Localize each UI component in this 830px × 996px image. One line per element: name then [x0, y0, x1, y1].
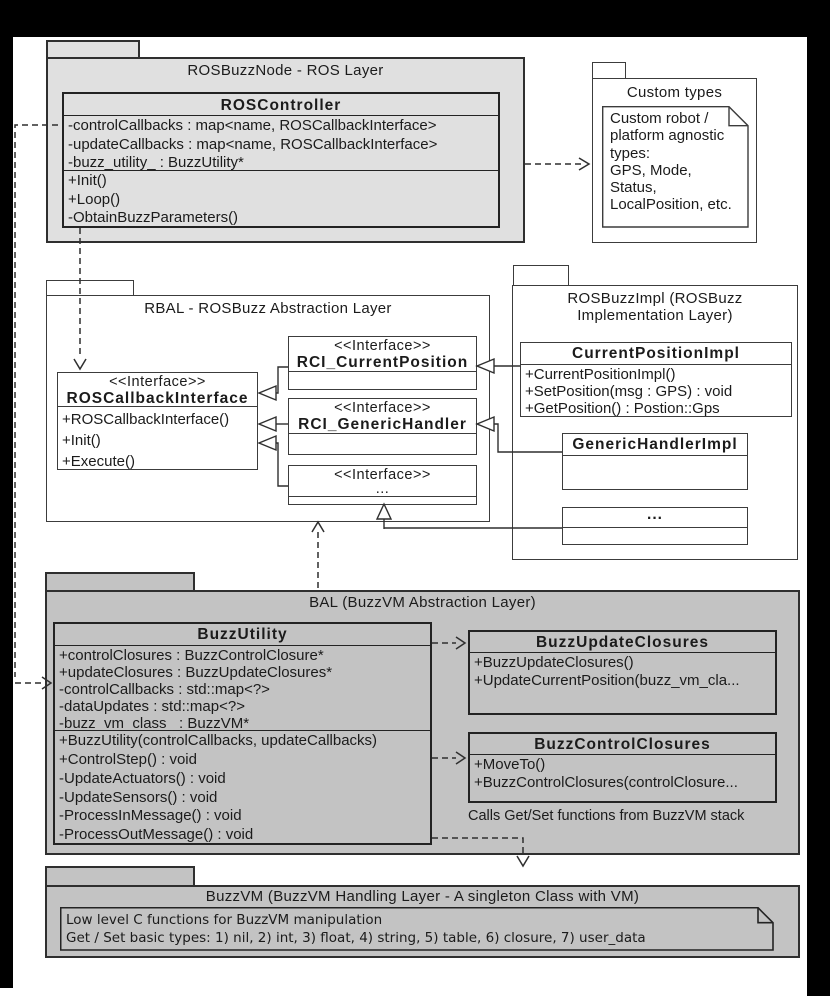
package-tab	[45, 866, 195, 887]
note-line: GPS, Mode,	[610, 161, 692, 179]
methods-compartment	[521, 364, 791, 416]
class-name: CurrentPositionImpl	[572, 345, 740, 362]
method-row: +Loop()	[68, 190, 121, 208]
methods-compartment	[470, 754, 775, 801]
arrowhead-up-icon	[312, 522, 324, 532]
frame-top	[0, 0, 830, 37]
stereotype: <<Interface>>	[334, 338, 431, 354]
class-name: RCI_CurrentPosition	[296, 355, 469, 371]
note-line: Status,	[610, 179, 657, 197]
class-name: RCI_GenericHandler	[298, 417, 467, 433]
attribute-row: -dataUpdates : std::map<?>	[59, 697, 245, 715]
attribute-row: -buzz_utility_ : BuzzUtility*	[68, 154, 244, 171]
attribute-row: +controlClosures : BuzzControlClosure*	[59, 646, 324, 664]
buzzvm-note-text	[66, 911, 646, 947]
attributes-compartment	[64, 115, 498, 170]
note-line: Get / Set basic types: 1) nil, 2) int, 3) float, 4) string, 5) table, 6) closure, 7) user_data	[66, 930, 646, 946]
class-roscallbackinterface	[57, 372, 258, 470]
interface-rci-currentposition	[288, 336, 477, 390]
empty-compartment	[289, 496, 476, 504]
interface-rci-generichandler	[288, 398, 477, 455]
class-roscontroller	[62, 92, 500, 228]
class-name: ...	[375, 481, 390, 497]
method-row: +GetPosition() : Postion::Gps	[525, 399, 720, 416]
class-name: BuzzUtility	[197, 626, 288, 643]
method-row: +Init()	[68, 172, 107, 190]
class-buzzutility	[53, 622, 432, 845]
attribute-row: -controlCallbacks : map<name, ROSCallbackInterface>	[68, 117, 437, 135]
attribute-row: -buzz_vm_class_ : BuzzVM*	[59, 714, 250, 731]
empty-compartment	[289, 433, 476, 454]
method-row: +BuzzUtility(controlCallbacks, updateCallbacks)	[59, 732, 378, 750]
note-line: Low level C functions for BuzzVM manipulation	[66, 912, 383, 928]
class-name: ROSController	[220, 97, 342, 114]
package-title: Custom types	[626, 84, 723, 101]
stereotype: <<Interface>>	[109, 374, 206, 390]
package-title: BuzzVM (BuzzVM Handling Layer - A singleton Class with VM)	[205, 888, 640, 905]
class-name: BuzzUpdateClosures	[535, 634, 710, 651]
methods-compartment	[58, 406, 257, 469]
package-title-line2: Implementation Layer)	[577, 307, 733, 324]
note-line: platform agnostic	[610, 127, 725, 145]
method-row: +MoveTo()	[474, 756, 546, 773]
method-row: +Init()	[62, 432, 101, 450]
method-row: +Execute()	[62, 453, 135, 469]
method-row: -UpdateSensors() : void	[59, 788, 218, 806]
frame-right	[807, 37, 830, 996]
bal-caption: Calls Get/Set functions from BuzzVM stack	[468, 808, 745, 824]
empty-compartment	[289, 371, 476, 389]
class-ellipsis-impl	[562, 507, 748, 545]
class-name: ...	[647, 508, 663, 523]
class-buzzupdateclosures	[468, 630, 777, 715]
note-line: Custom robot /	[610, 110, 709, 127]
attribute-row: -controlCallbacks : std::map<?>	[59, 680, 270, 698]
package-title: RBAL - ROSBuzz Abstraction Layer	[144, 300, 392, 317]
class-name: BuzzControlClosures	[534, 736, 711, 753]
note-line: LocalPosition, etc.	[610, 196, 732, 214]
method-row: +BuzzControlClosures(controlClosure...	[474, 773, 738, 791]
empty-compartment	[563, 455, 747, 489]
method-row: -ObtainBuzzParameters()	[68, 209, 239, 226]
method-row: +ROSCallbackInterface()	[62, 411, 230, 429]
method-row: -ProcessOutMessage() : void	[59, 825, 254, 843]
class-name: ROSCallbackInterface	[66, 391, 249, 407]
attributes-compartment	[55, 645, 430, 731]
frame-left	[0, 37, 13, 988]
methods-compartment	[64, 170, 498, 226]
method-row: +BuzzUpdateClosures()	[474, 654, 634, 671]
stereotype: <<Interface>>	[334, 467, 431, 483]
method-row: -UpdateActuators() : void	[59, 769, 226, 787]
class-currentpositionimpl	[520, 342, 792, 417]
arrowhead-right-icon	[579, 158, 589, 170]
package-title: BAL (BuzzVM Abstraction Layer)	[309, 594, 536, 611]
package-tab	[45, 572, 195, 592]
stereotype: <<Interface>>	[334, 400, 431, 416]
method-row: +UpdateCurrentPosition(buzz_vm_cla...	[474, 671, 740, 689]
package-tab	[513, 265, 569, 287]
method-row: +SetPosition(msg : GPS) : void	[525, 382, 733, 400]
method-row: +ControlStep() : void	[59, 751, 197, 769]
methods-compartment	[470, 652, 775, 713]
interface-rci-ellipsis	[288, 465, 477, 505]
method-row: -ProcessInMessage() : void	[59, 807, 242, 825]
class-buzzcontrolclosures	[468, 732, 777, 803]
class-name: GenericHandlerImpl	[572, 436, 738, 453]
package-title: ROSBuzzImpl (ROSBuzz	[567, 290, 743, 307]
arrowhead-down-icon	[517, 856, 529, 866]
class-generichandlerimpl	[562, 433, 748, 490]
custom-types-note-text	[610, 110, 732, 214]
method-row: +CurrentPositionImpl()	[525, 365, 676, 383]
note-line: types:	[610, 144, 651, 162]
methods-compartment	[55, 730, 430, 843]
attribute-row: -updateCallbacks : map<name, ROSCallbackInterface>	[68, 135, 438, 153]
empty-compartment	[563, 527, 747, 544]
attribute-row: +updateClosures : BuzzUpdateClosures*	[59, 663, 333, 681]
package-title: ROSBuzzNode - ROS Layer	[187, 62, 384, 79]
